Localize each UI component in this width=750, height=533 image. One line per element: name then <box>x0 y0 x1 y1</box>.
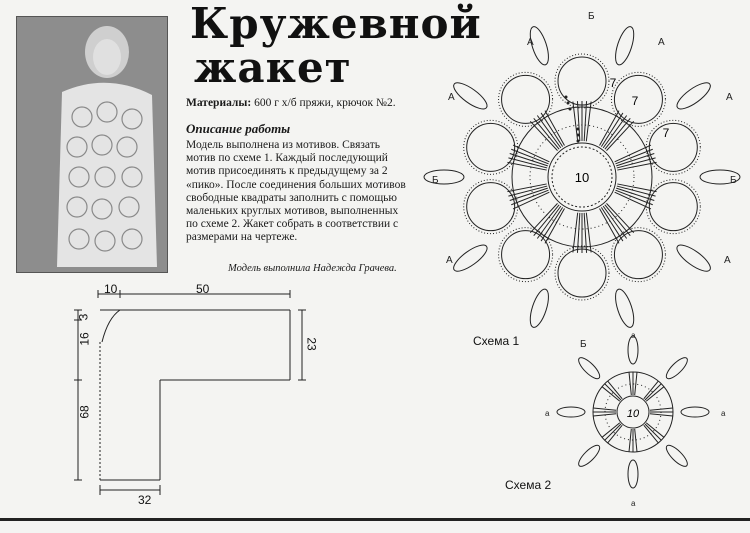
materials-label: Материалы: <box>186 97 252 109</box>
motif-petal-edge <box>646 120 700 174</box>
motif-spoke <box>635 429 637 452</box>
motif-spoke <box>605 118 630 149</box>
description-body: Модель выполнена из мотивов. Связать мотив по схеме 1. Каждый последующий мотив присоединять к предыдущему за 2 «пико». После соединения больших мотивов свободные квадраты заполнить с помощью маленьких круглых мотивов, выполненных по схеме 2. Жакет собрать в соответствии с размерами на чертеже. <box>186 139 406 244</box>
scheme2-marker-right: а <box>721 409 726 418</box>
scheme1-petal-label-2: 7 <box>631 94 639 108</box>
motif-picot <box>612 287 638 329</box>
dim-top-left: 10 <box>104 282 118 296</box>
scheme1-marker-a-5: А <box>446 255 453 266</box>
dim-left-mid: 16 <box>77 332 92 346</box>
bottom-rule <box>0 518 750 521</box>
materials-text: 600 г х/б пряжи, крючок №2. <box>251 97 396 109</box>
motif-petal <box>467 123 515 171</box>
scheme1-marker-a-6: А <box>724 255 731 266</box>
motif-spoke <box>635 372 637 395</box>
credit-line: Модель выполнила Надежда Грачева. <box>228 263 397 274</box>
motif-spoke <box>608 425 623 443</box>
motif-spoke <box>616 149 653 164</box>
motif-spoke <box>605 424 621 440</box>
motif-picot <box>663 442 690 469</box>
motif-spoke <box>616 190 653 205</box>
motif-spoke <box>511 149 548 164</box>
motif-spoke <box>650 414 673 416</box>
motif-spoke <box>513 145 549 162</box>
scheme1-marker-a-2: А <box>658 37 665 48</box>
motif-spoke <box>645 424 661 440</box>
motif-spoke <box>593 414 616 416</box>
motif-spoke <box>601 113 623 147</box>
motif-picot <box>673 241 714 276</box>
motif-spoke <box>629 429 631 452</box>
motif-picot <box>612 25 638 67</box>
motif-petal-edge <box>555 54 609 108</box>
model-figure <box>17 17 167 272</box>
scheme1-label: Схема 1 <box>473 334 520 348</box>
motif-spoke <box>534 205 559 236</box>
motif-spoke <box>645 384 661 400</box>
dim-bottom: 32 <box>138 493 152 507</box>
motif-spoke <box>605 384 621 400</box>
scheme1-petal-label-1: 7 <box>609 76 617 90</box>
motif-spoke <box>541 113 563 147</box>
motif-picot <box>681 407 709 417</box>
motif-spoke <box>644 381 659 399</box>
scheme1-marker-b-right: Б <box>730 175 737 186</box>
motif-petal-edge <box>464 120 518 174</box>
motif-picot <box>450 78 491 113</box>
motif-petal <box>614 231 662 279</box>
motif-spoke <box>511 190 548 205</box>
motif-spoke <box>513 192 549 209</box>
motif-petal <box>502 75 550 123</box>
motif-spoke <box>601 207 623 241</box>
motif-picot <box>557 407 585 417</box>
scheme2-marker-top: а <box>631 331 636 340</box>
dim-right: 23 <box>304 337 319 351</box>
dim-left-big: 68 <box>77 405 92 419</box>
motif-petal <box>649 183 697 231</box>
motif-picot <box>576 442 603 469</box>
motif-petal <box>614 75 662 123</box>
motif-petal <box>649 123 697 171</box>
motif-picot <box>628 336 638 364</box>
dim-left-small: 3 <box>76 313 91 321</box>
scheme1-marker-a-1: А <box>527 37 534 48</box>
motif-petal <box>558 249 606 297</box>
motif-spoke <box>646 423 664 438</box>
scheme2-label: Схема 2 <box>505 478 552 492</box>
pattern-drawing <box>60 280 320 505</box>
scheme1-marker-b-left: Б <box>432 175 439 186</box>
description-heading: Описание работы <box>186 121 291 136</box>
motif-picot <box>663 355 690 382</box>
scheme1-petal-label-3: 7 <box>662 126 670 140</box>
motif-picot <box>576 355 603 382</box>
scheme1-center-label: 10 <box>574 170 590 185</box>
motif-petal-edge <box>646 180 700 234</box>
motif-picot <box>424 170 464 184</box>
motif-picot <box>527 287 553 329</box>
motif-picot <box>450 241 491 276</box>
motif-spoke <box>629 372 631 395</box>
motif-spoke <box>534 118 559 149</box>
scheme1-marker-b-top: Б <box>588 11 595 22</box>
scheme2-marker-bottom: а <box>631 499 636 508</box>
scheme2-marker-left: а <box>545 409 550 418</box>
motif-spoke <box>615 192 651 209</box>
neck-curve <box>100 310 120 342</box>
motif-spoke <box>605 205 630 236</box>
motif-picot <box>673 78 714 113</box>
motif-petal-edge <box>464 180 518 234</box>
scheme1-marker-a-4: А <box>726 92 733 103</box>
motif-petal <box>502 231 550 279</box>
model-photo <box>16 16 168 273</box>
motif-petal <box>467 183 515 231</box>
motif-spoke <box>602 387 620 402</box>
motif-spoke <box>593 408 616 410</box>
motif-spoke <box>650 408 673 410</box>
title-line-2: жакет <box>194 43 352 92</box>
motif-petal-edge <box>555 246 609 300</box>
scheme2-center-label: 10 <box>626 408 640 420</box>
scheme2-diagram <box>545 330 730 510</box>
materials <box>186 97 446 109</box>
dim-top-right: 50 <box>196 282 210 296</box>
scheme1-marker-a-3: А <box>448 92 455 103</box>
motif-picot <box>628 460 638 488</box>
scheme1-marker-b-bottom: Б <box>580 339 587 350</box>
title-line-1: Кружевной <box>190 0 482 48</box>
motif-spoke <box>615 145 651 162</box>
